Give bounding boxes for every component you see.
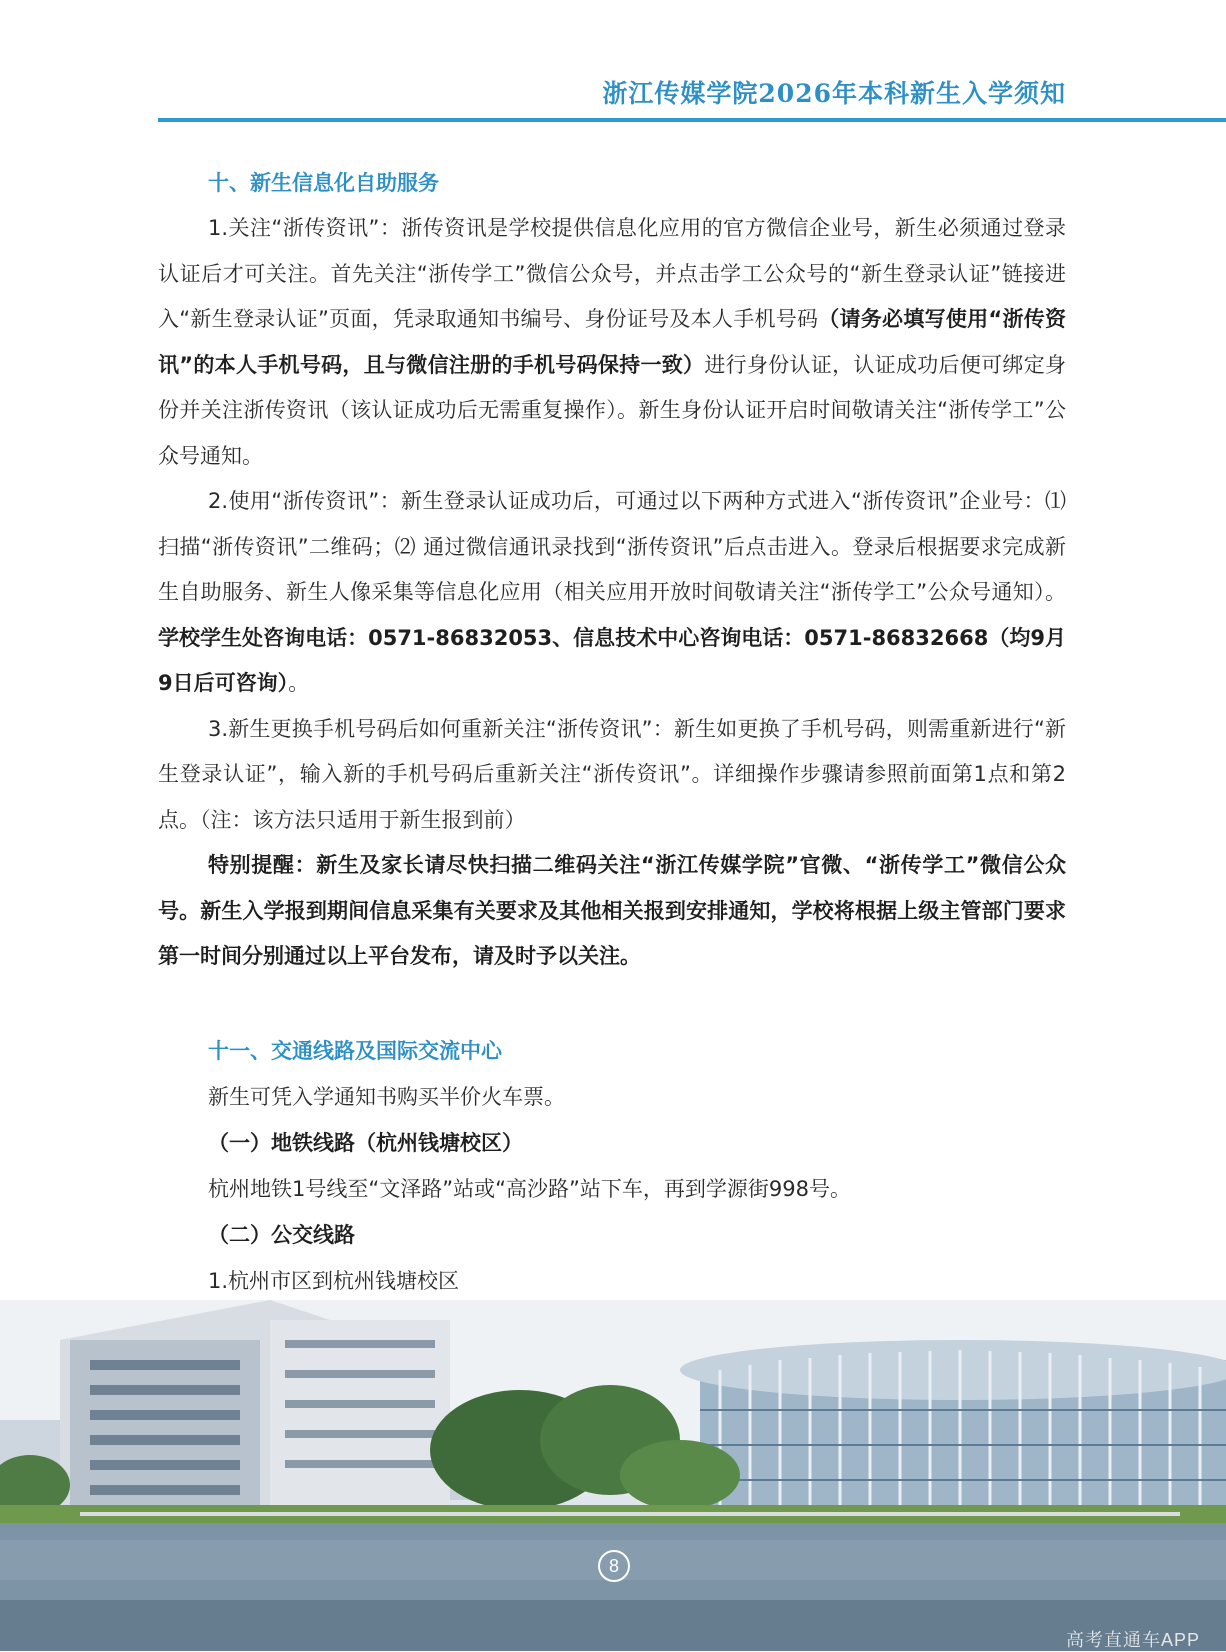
watermark: 高考直通车APP [1065, 1630, 1200, 1650]
train-ticket-note: 新生可凭入学通知书购买半价火车票。 [208, 1084, 565, 1109]
section-10-paragraph-2 [158, 479, 1066, 707]
header-divider [158, 118, 1226, 122]
section-10-title: 十、新生信息化自助服务 [208, 171, 439, 195]
section-spacer [158, 980, 1066, 1028]
paragraph-1-text-b: 进行身份认证，认证成功后便可绑定身份并关注浙传资讯（该认证成功后无需重复操作）。新生身份认证开启时间敬请关注“浙传学工”公众号通知。 [158, 352, 1067, 468]
bus-route-title: （二）公交线路 [208, 1222, 355, 1247]
section-11-title: 十一、交通线路及国际交流中心 [208, 1038, 502, 1063]
page-content [158, 160, 1066, 1304]
paragraph-1-bold-note: （请务必填写使用“浙传资讯”的本人手机号码，且与微信注册的手机号码保持一致） [158, 307, 1066, 377]
special-reminder: 特别提醒：新生及家长请尽快扫描二维码关注“浙江传媒学院”官微、“浙传学工”微信公众号。新生入学报到期间信息采集有关要求及其他相关报到安排通知，学校将根据上级主管部门要求第一时间分别通过以上平台发布，请及时予以关注。 [158, 853, 1066, 968]
campus-illustration [0, 1300, 1226, 1651]
section-10-paragraph-3: 3.新生更换手机号码后如何重新关注“浙传资讯”：新生如更换了手机号码，则需重新进行“新生登录认证”，输入新的手机号码后重新关注“浙传资讯”。详细操作步骤请参照前面第1点和第2点。（注：该方法只适用于新生报到前） [158, 716, 1066, 832]
paragraph-1-text-a: 1.关注“浙传资讯”：浙传资讯是学校提供信息化应用的官方微信企业号，新生必须通过登录认证后才可关注。首先关注“浙传学工”微信公众号，并点击学工公众号的“新生登录认证”链接进入“新生登录认证”页面，凭录取通知书编号、身份证号及本人手机号码 [158, 216, 1066, 331]
paragraph-2-end: 。 [288, 671, 310, 695]
paragraph-2-phone-numbers: 学校学生处咨询电话：0571-86832053、信息技术中心咨询电话：0571-86832668（均9月9日后可咨询） [158, 625, 1066, 695]
subway-route-text: 杭州地铁1号线至“文泽路”站或“高沙路”站下车，再到学源街998号。 [208, 1176, 851, 1201]
page-header-title: 浙江传媒学院2026年本科新生入学须知 [602, 79, 1066, 108]
section-10-paragraph-1 [158, 206, 1066, 479]
page-number-badge: 8 [598, 1550, 630, 1582]
paragraph-2-text: 2.使用“浙传资讯”：新生登录认证成功后，可通过以下两种方式进入“浙传资讯”企业号：⑴ 扫描“浙传资讯”二维码；⑵ 通过微信通讯录找到“浙传资讯”后点击进入。登录后根据要求完成新生自助服务、新生人像采集等信息化应用（相关应用开放时间敬请关注“浙传学工”公众号通知）。 [158, 489, 1066, 604]
campus-photo [0, 1300, 1226, 1651]
subway-route-title: （一）地铁线路（杭州钱塘校区） [208, 1130, 523, 1155]
bus-route-item-1: 1.杭州市区到杭州钱塘校区 [208, 1268, 460, 1293]
